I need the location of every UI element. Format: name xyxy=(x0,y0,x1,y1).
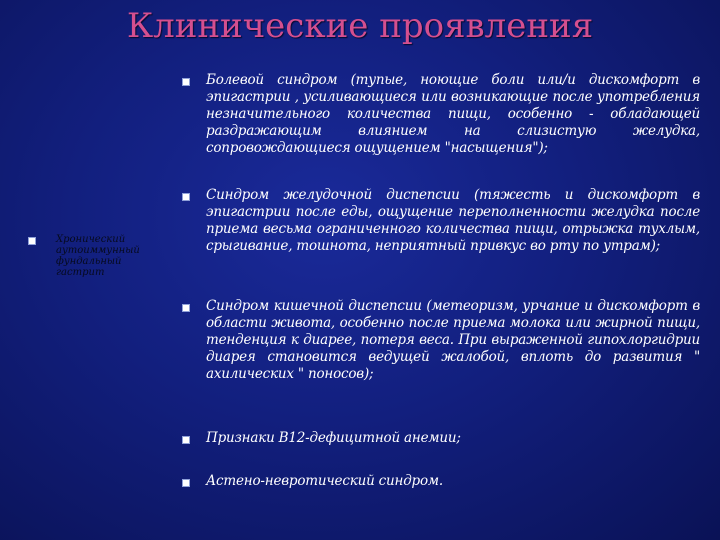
list-item-text: Синдром кишечной диспепсии (метеоризм, урчание и дискомфорт в области живота, особенно после приема молока или жирной пищи, тенденция к диарее, потеря веса. При выраженной гипохлоргидрии диарея становится ведущей жалобой, вплоть до развития " ахилических " поносов); xyxy=(206,298,700,382)
left-item-label: Хронический аутоиммунный фундальный гастрит xyxy=(56,234,140,278)
square-bullet-icon xyxy=(182,479,190,487)
square-bullet-icon xyxy=(182,78,190,86)
slide-title: Клинические проявления xyxy=(126,6,594,46)
list-item-text: Болевой синдром (тупые, ноющие боли или/и дискомфорт в эпигастрии , усиливающиеся или возникающие после употребления незначительного количества пищи, особенно - обладающей раздражающим влиянием на слизистую желудка, сопровождающиеся ощущением "насыщения"); xyxy=(206,72,700,156)
list-item-text: Синдром желудочной диспепсии (тяжесть и дискомфорт в эпигастрии после еды, ощущение переполненности желудка после приема весьма ограниченного количества пищи, отрыжка тухлым, срыгивание, тошнота, неприятный привкус во рту по утрам); xyxy=(206,187,700,254)
list-item-text: Признаки B12-дефицитной анемии; xyxy=(206,430,461,446)
square-bullet-icon xyxy=(182,436,190,444)
list-item-text: Астено-невротический синдром. xyxy=(206,473,444,489)
square-bullet-icon xyxy=(182,193,190,201)
square-bullet-icon xyxy=(182,304,190,312)
square-bullet-icon xyxy=(28,237,36,245)
